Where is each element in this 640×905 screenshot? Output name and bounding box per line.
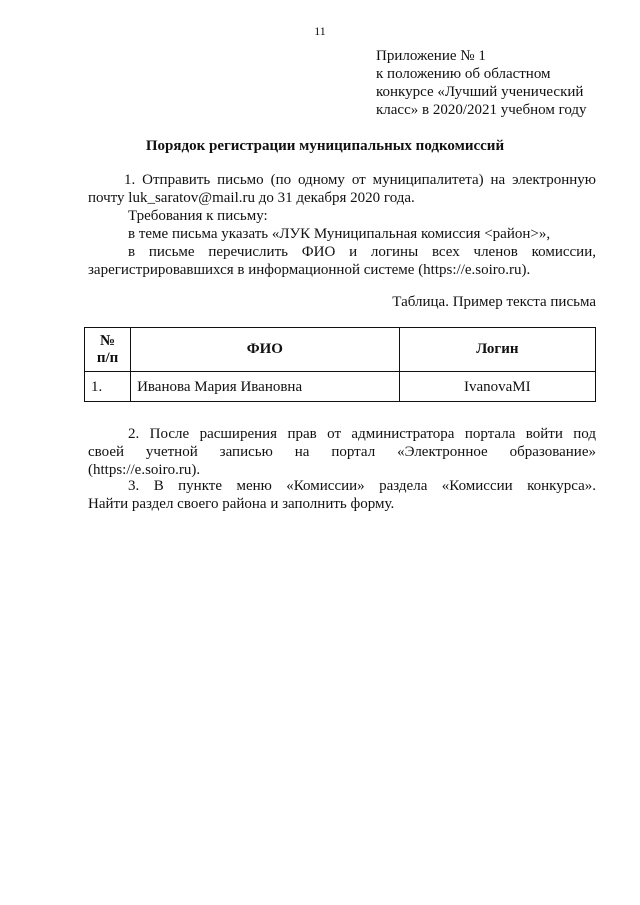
step-2-line: (https://e.soiro.ru). bbox=[88, 462, 201, 478]
cell-number: 1. bbox=[85, 372, 131, 402]
appendix-line: Приложение № 1 bbox=[376, 48, 486, 64]
step-3-line: 3. В пункте меню «Комиссии» раздела «Комиссии конкурса». bbox=[128, 478, 596, 494]
appendix-line: к положению об областном bbox=[376, 66, 551, 82]
step-1-paragraph bbox=[88, 171, 596, 279]
step-1-line: почту luk_saratov@mail.ru до 31 декабря 2020 года. bbox=[88, 190, 415, 206]
appendix-line: класс» в 2020/2021 учебном году bbox=[376, 102, 587, 118]
header-number-line: № bbox=[100, 332, 116, 349]
example-table bbox=[84, 327, 596, 402]
table-caption: Таблица. Пример текста письма bbox=[392, 294, 596, 310]
step-2-line: 2. После расширения прав от администратора портала войти под bbox=[128, 426, 596, 442]
header-fio: ФИО bbox=[131, 328, 400, 372]
appendix-header bbox=[376, 47, 616, 119]
step-1-line: 1. Отправить письмо (по одному от муниципалитета) на электронную bbox=[124, 172, 596, 188]
cell-fio: Иванова Мария Ивановна bbox=[131, 372, 400, 402]
requirement-item: в письме перечислить ФИО и логины всех членов комиссии, bbox=[128, 244, 596, 260]
step-2-paragraph bbox=[88, 425, 596, 479]
header-login: Логин bbox=[399, 328, 595, 372]
page-number: 11 bbox=[314, 24, 326, 38]
step-2-line: своей учетной записью на портал «Электронное образование» bbox=[88, 444, 596, 460]
cell-login: IvanovaMI bbox=[399, 372, 595, 402]
requirement-item: в теме письма указать «ЛУК Муниципальная комиссия <район>», bbox=[128, 226, 551, 242]
document-title: Порядок регистрации муниципальных подкомиссий bbox=[145, 138, 505, 154]
table-row bbox=[85, 372, 596, 402]
appendix-line: конкурсе «Лучший ученический bbox=[376, 84, 584, 100]
header-number bbox=[85, 328, 131, 372]
requirements-label: Требования к письму: bbox=[128, 208, 268, 224]
header-number-line: п/п bbox=[96, 349, 119, 366]
step-3-line: Найти раздел своего района и заполнить форму. bbox=[88, 496, 395, 512]
table-header-row bbox=[85, 328, 596, 372]
requirement-item: зарегистрировавшихся в информационной системе (https://e.soiro.ru). bbox=[88, 262, 531, 278]
step-3-paragraph bbox=[88, 477, 596, 513]
